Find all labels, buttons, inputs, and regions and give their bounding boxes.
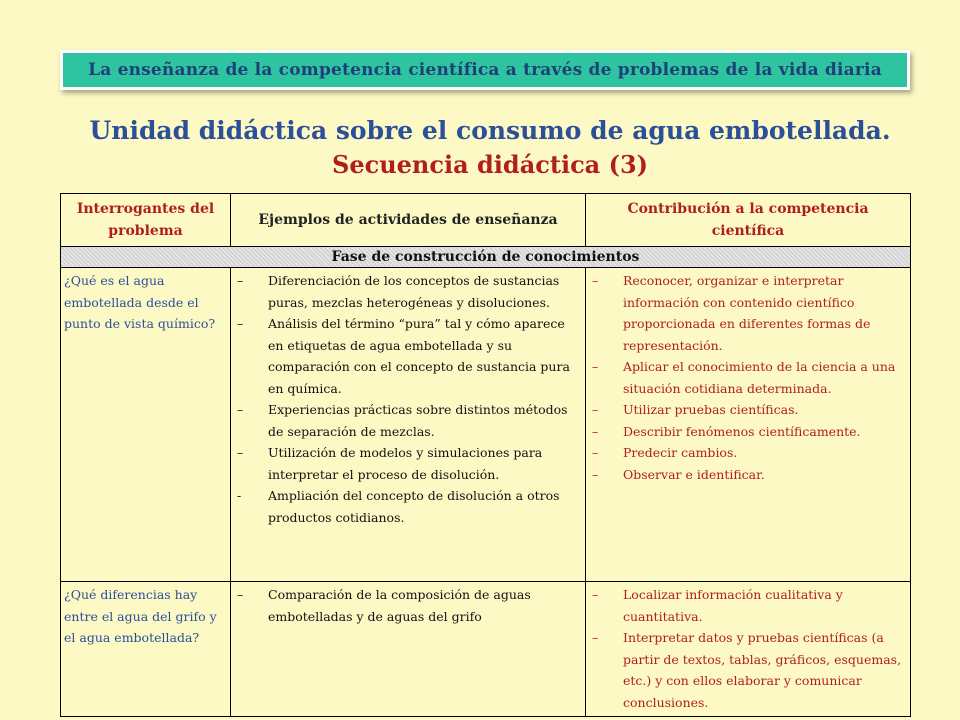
- header-contribution: Contribución a la competencia científica: [586, 194, 911, 247]
- header-questions: Interrogantes del problema: [61, 194, 231, 247]
- contribution-list: [588, 584, 902, 713]
- list-item: [588, 356, 902, 399]
- activities-list: [233, 584, 575, 627]
- item-text: Ampliación del concepto de disolución a otros productos cotidianos.: [268, 488, 560, 525]
- list-item: [588, 464, 902, 486]
- activities-cell: [231, 582, 586, 717]
- item-text: Observar e identificar.: [623, 466, 765, 482]
- list-item: [588, 584, 902, 627]
- bullet: –: [592, 359, 599, 374]
- list-item: [588, 421, 902, 443]
- question-cell: ¿Qué es el agua embotellada desde el punto de vista químico?: [61, 268, 231, 582]
- item-text: Localizar información cualitativa y cuantitativa.: [623, 587, 843, 624]
- header-activities: Ejemplos de actividades de enseñanza: [231, 194, 586, 247]
- phase-row: [61, 247, 911, 268]
- page-subtitle: Secuencia didáctica (3): [332, 150, 648, 179]
- list-item: [588, 627, 902, 713]
- list-item: [233, 399, 575, 442]
- phase-label: Fase de construcción de conocimientos: [61, 247, 911, 268]
- bullet: –: [237, 587, 244, 602]
- item-text: Utilizar pruebas científicas.: [623, 402, 799, 417]
- bullet: –: [592, 273, 599, 288]
- contribution-cell: [586, 268, 911, 582]
- list-item: [233, 442, 575, 485]
- table-row: [61, 582, 911, 717]
- title-banner: [60, 50, 910, 90]
- header-row: [61, 194, 911, 247]
- table-row: [61, 268, 911, 582]
- item-text: Interpretar datos y pruebas científicas (a partir de textos, tablas, gráficos, esquemas, etc.) y con ellos elaborar y comunicar conclusiones.: [623, 630, 902, 710]
- list-item: [588, 270, 902, 356]
- didactic-sequence-table: [60, 193, 911, 717]
- item-text: Aplicar el conocimiento de la ciencia a una situación cotidiana determinada.: [623, 359, 896, 396]
- bullet: –: [237, 273, 244, 288]
- list-item: [588, 442, 902, 464]
- list-item: [233, 485, 575, 528]
- list-item: [233, 313, 575, 399]
- item-text: Diferenciación de los conceptos de sustancias puras, mezclas heterogéneas y disoluciones.: [268, 273, 560, 310]
- item-text: Predecir cambios.: [623, 445, 738, 460]
- page-title: Unidad didáctica sobre el consumo de agua embotellada.: [89, 116, 891, 145]
- bullet: –: [592, 587, 599, 602]
- bullet: –: [237, 445, 244, 460]
- bullet: –: [592, 423, 599, 439]
- bullet: –: [592, 630, 599, 645]
- activities-list: [233, 270, 575, 528]
- bullet: -: [237, 488, 242, 503]
- item-text: Reconocer, organizar e interpretar información con contenido científico proporcionada en diferentes formas de representación.: [623, 273, 871, 353]
- list-item: [233, 584, 575, 627]
- bullet: –: [592, 445, 599, 460]
- contribution-cell: [586, 582, 911, 717]
- item-text: Análisis del término “pura” tal y cómo aparece en etiquetas de agua embotellada y su comparación con el concepto de sustancia pura en química.: [268, 316, 570, 396]
- bullet: –: [237, 316, 244, 331]
- item-text: Comparación de la composición de aguas embotelladas y de aguas del grifo: [268, 587, 531, 624]
- item-text: Describir fenómenos científicamente.: [623, 423, 861, 439]
- item-text: Utilización de modelos y simulaciones para interpretar el proceso de disolución.: [268, 445, 543, 482]
- list-item: [233, 270, 575, 313]
- question-cell: ¿Qué diferencias hay entre el agua del grifo y el agua embotellada?: [61, 582, 231, 717]
- bullet: –: [592, 466, 599, 482]
- contribution-list: [588, 270, 902, 485]
- bullet: –: [592, 402, 599, 417]
- item-text: Experiencias prácticas sobre distintos métodos de separación de mezclas.: [268, 402, 568, 439]
- banner-text: La enseñanza de la competencia científica a través de problemas de la vida diaria: [88, 60, 882, 80]
- list-item: [588, 399, 902, 421]
- bullet: –: [237, 402, 244, 417]
- activities-cell: [231, 268, 586, 582]
